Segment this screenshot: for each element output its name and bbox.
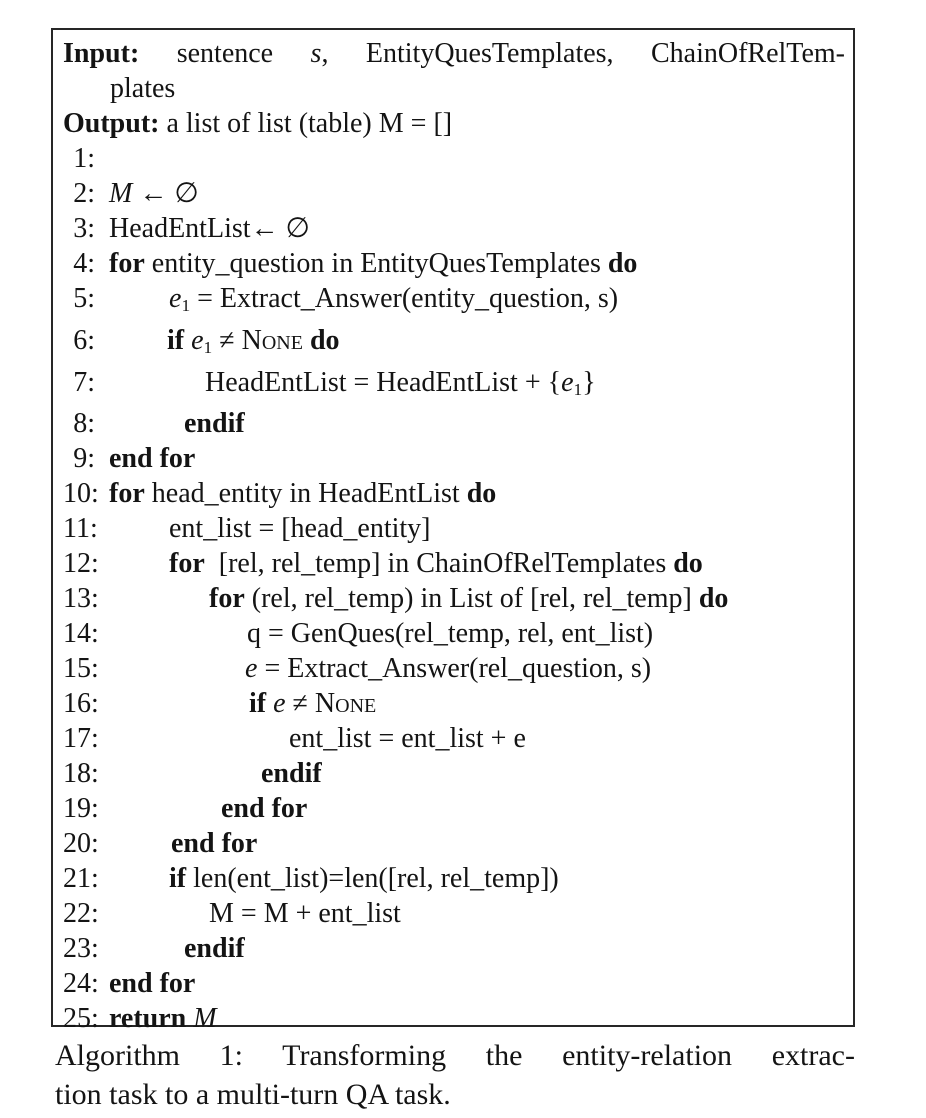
line-number: 16: (63, 688, 99, 720)
algorithm-line (63, 1001, 845, 1036)
algorithm-line (63, 546, 845, 581)
algorithm-header-line (63, 106, 845, 141)
line-number: 17: (63, 723, 99, 755)
line-number: 2: (73, 178, 95, 209)
line-code (109, 861, 559, 896)
line-code (109, 826, 257, 861)
code-segment: , EntityQuesTemplates, ChainOfRelTem- (321, 38, 845, 69)
line-code (109, 581, 728, 616)
code-segment: 1 (181, 295, 191, 315)
code-segment: head_entity in HeadEntList (144, 478, 467, 510)
line-number: 4: (73, 248, 95, 279)
line-code (109, 365, 596, 407)
code-segment: for (209, 583, 245, 615)
code-segment: M (109, 178, 133, 209)
line-code (109, 721, 526, 756)
line-number: 18: (63, 758, 99, 790)
code-segment: q = GenQues(rel_temp, rel, ent_list) (247, 618, 654, 650)
line-code (109, 441, 195, 476)
code-segment: if (249, 688, 267, 720)
line-number: 24: (63, 968, 99, 1000)
algorithm-line (63, 826, 845, 861)
code-segment: ≠ (285, 688, 315, 720)
algorithm-line (63, 756, 845, 791)
algorithm-lines (63, 141, 845, 1036)
algorithm-line (63, 966, 845, 1001)
algorithm-line (63, 141, 845, 176)
code-segment (303, 325, 310, 356)
line-number: 15: (63, 653, 99, 685)
code-segment: e (191, 324, 204, 356)
code-segment: if (167, 324, 185, 356)
code-segment: Input: (63, 38, 140, 69)
algorithm-line (63, 323, 845, 365)
caption-line-2: tion task to a multi-turn QA task. (55, 1078, 451, 1111)
algorithm-line (63, 246, 845, 281)
code-segment: M = M + ent_list (209, 898, 401, 930)
code-segment: ent_list = ent_list + e (289, 723, 526, 755)
line-number: 21: (63, 863, 99, 895)
line-code (109, 511, 431, 546)
code-segment: e (273, 688, 286, 720)
line-number: 11: (63, 513, 98, 545)
line-number: 12: (63, 548, 99, 580)
algorithm-line (63, 476, 845, 511)
algorithm-caption (55, 1036, 855, 1114)
algorithm-line (63, 211, 845, 246)
line-number: 3: (73, 213, 95, 244)
code-segment: sentence (139, 38, 311, 69)
line-code (109, 246, 637, 281)
line-code (109, 1001, 217, 1036)
code-segment: HeadEntList← ∅ (109, 213, 310, 244)
code-segment: plates (110, 73, 176, 104)
code-segment: do (698, 583, 729, 615)
line-code (109, 896, 401, 931)
line-code (109, 756, 322, 791)
code-segment: for (109, 478, 145, 510)
algorithm-header (63, 36, 845, 141)
code-segment: entity_question in EntityQuesTemplates (144, 248, 608, 279)
line-number: 20: (63, 828, 99, 860)
code-segment: do (309, 324, 340, 356)
algorithm-line (63, 721, 845, 756)
code-segment: end for (171, 828, 258, 860)
code-segment: do (466, 478, 497, 510)
code-segment: a list of list (table) M = [] (159, 108, 453, 139)
algorithm-box (51, 28, 855, 1035)
code-segment: do (673, 548, 703, 580)
line-number: 8: (73, 408, 95, 440)
algorithm-line (63, 686, 845, 721)
code-segment: e (245, 653, 258, 685)
code-segment: None (314, 688, 377, 720)
line-number: 25: (63, 1003, 99, 1035)
algorithm-line (63, 511, 845, 546)
algorithm-header-line (63, 71, 845, 106)
code-segment: do (607, 248, 638, 279)
code-segment: return (109, 1003, 187, 1035)
algorithm-line (63, 616, 845, 651)
algorithm-line (63, 651, 845, 686)
code-segment: if (169, 863, 187, 895)
line-number: 14: (63, 618, 99, 650)
code-segment: ent_list = [head_entity] (169, 513, 431, 545)
code-segment: HeadEntList = HeadEntList + { (205, 366, 562, 398)
algorithm-line (63, 365, 845, 407)
line-code (109, 931, 245, 966)
code-segment: s (310, 38, 322, 69)
algorithm-line (63, 441, 845, 476)
line-number: 23: (63, 933, 99, 965)
code-segment: e (169, 283, 182, 314)
algorithm-line (63, 176, 845, 211)
line-number: 22: (63, 898, 99, 930)
code-segment: for (109, 248, 145, 279)
algorithm-line (63, 791, 845, 826)
code-segment: None (241, 324, 303, 356)
code-segment: end for (221, 793, 308, 825)
code-segment: ← ∅ (132, 178, 199, 209)
line-code (109, 651, 651, 686)
line-number: 10: (63, 478, 99, 510)
line-code (109, 323, 340, 365)
line-code (109, 546, 703, 581)
caption-line-1: Algorithm 1: Transforming the entity-relation extrac- (55, 1039, 855, 1072)
code-segment: end for (109, 968, 196, 1000)
code-segment: end for (109, 443, 196, 475)
line-code (109, 176, 199, 211)
code-segment: (rel, rel_temp) in List of [rel, rel_temp] (244, 583, 699, 615)
code-segment: ≠ (212, 324, 242, 356)
line-code (109, 211, 310, 246)
code-segment: } (582, 366, 596, 398)
code-segment: endif (184, 408, 245, 440)
algorithm-line (63, 406, 845, 441)
algorithm-line (63, 581, 845, 616)
code-segment: = Extract_Answer(rel_question, s) (257, 653, 652, 685)
code-segment: for (169, 548, 205, 580)
algorithm-line (63, 896, 845, 931)
line-number: 1: (73, 143, 95, 174)
code-segment: = Extract_Answer(entity_question, s) (190, 283, 619, 314)
line-code (109, 406, 245, 441)
line-code (109, 476, 496, 511)
code-segment: endif (184, 933, 245, 965)
line-code (109, 686, 376, 721)
code-segment: 1 (203, 337, 213, 357)
line-code (109, 966, 195, 1001)
code-segment: endif (261, 758, 322, 790)
line-code (109, 791, 307, 826)
code-segment: 1 (573, 379, 583, 399)
code-segment: M (193, 1003, 217, 1035)
line-number: 19: (63, 793, 99, 825)
code-segment: Output: (63, 108, 160, 139)
line-number: 13: (63, 583, 99, 615)
algorithm-line (63, 931, 845, 966)
line-code (109, 616, 653, 651)
line-number: 5: (73, 283, 95, 314)
algorithm-line (63, 861, 845, 896)
line-number: 6: (73, 324, 95, 356)
line-number: 7: (73, 366, 95, 398)
line-number: 9: (73, 443, 95, 475)
code-segment: len(ent_list)=len([rel, rel_temp]) (186, 863, 559, 895)
code-segment: e (561, 366, 574, 398)
algorithm-line (63, 281, 845, 323)
algorithm-header-line (63, 36, 845, 71)
code-segment: [rel, rel_temp] in ChainOfRelTemplates (204, 548, 674, 580)
line-code (109, 281, 618, 323)
